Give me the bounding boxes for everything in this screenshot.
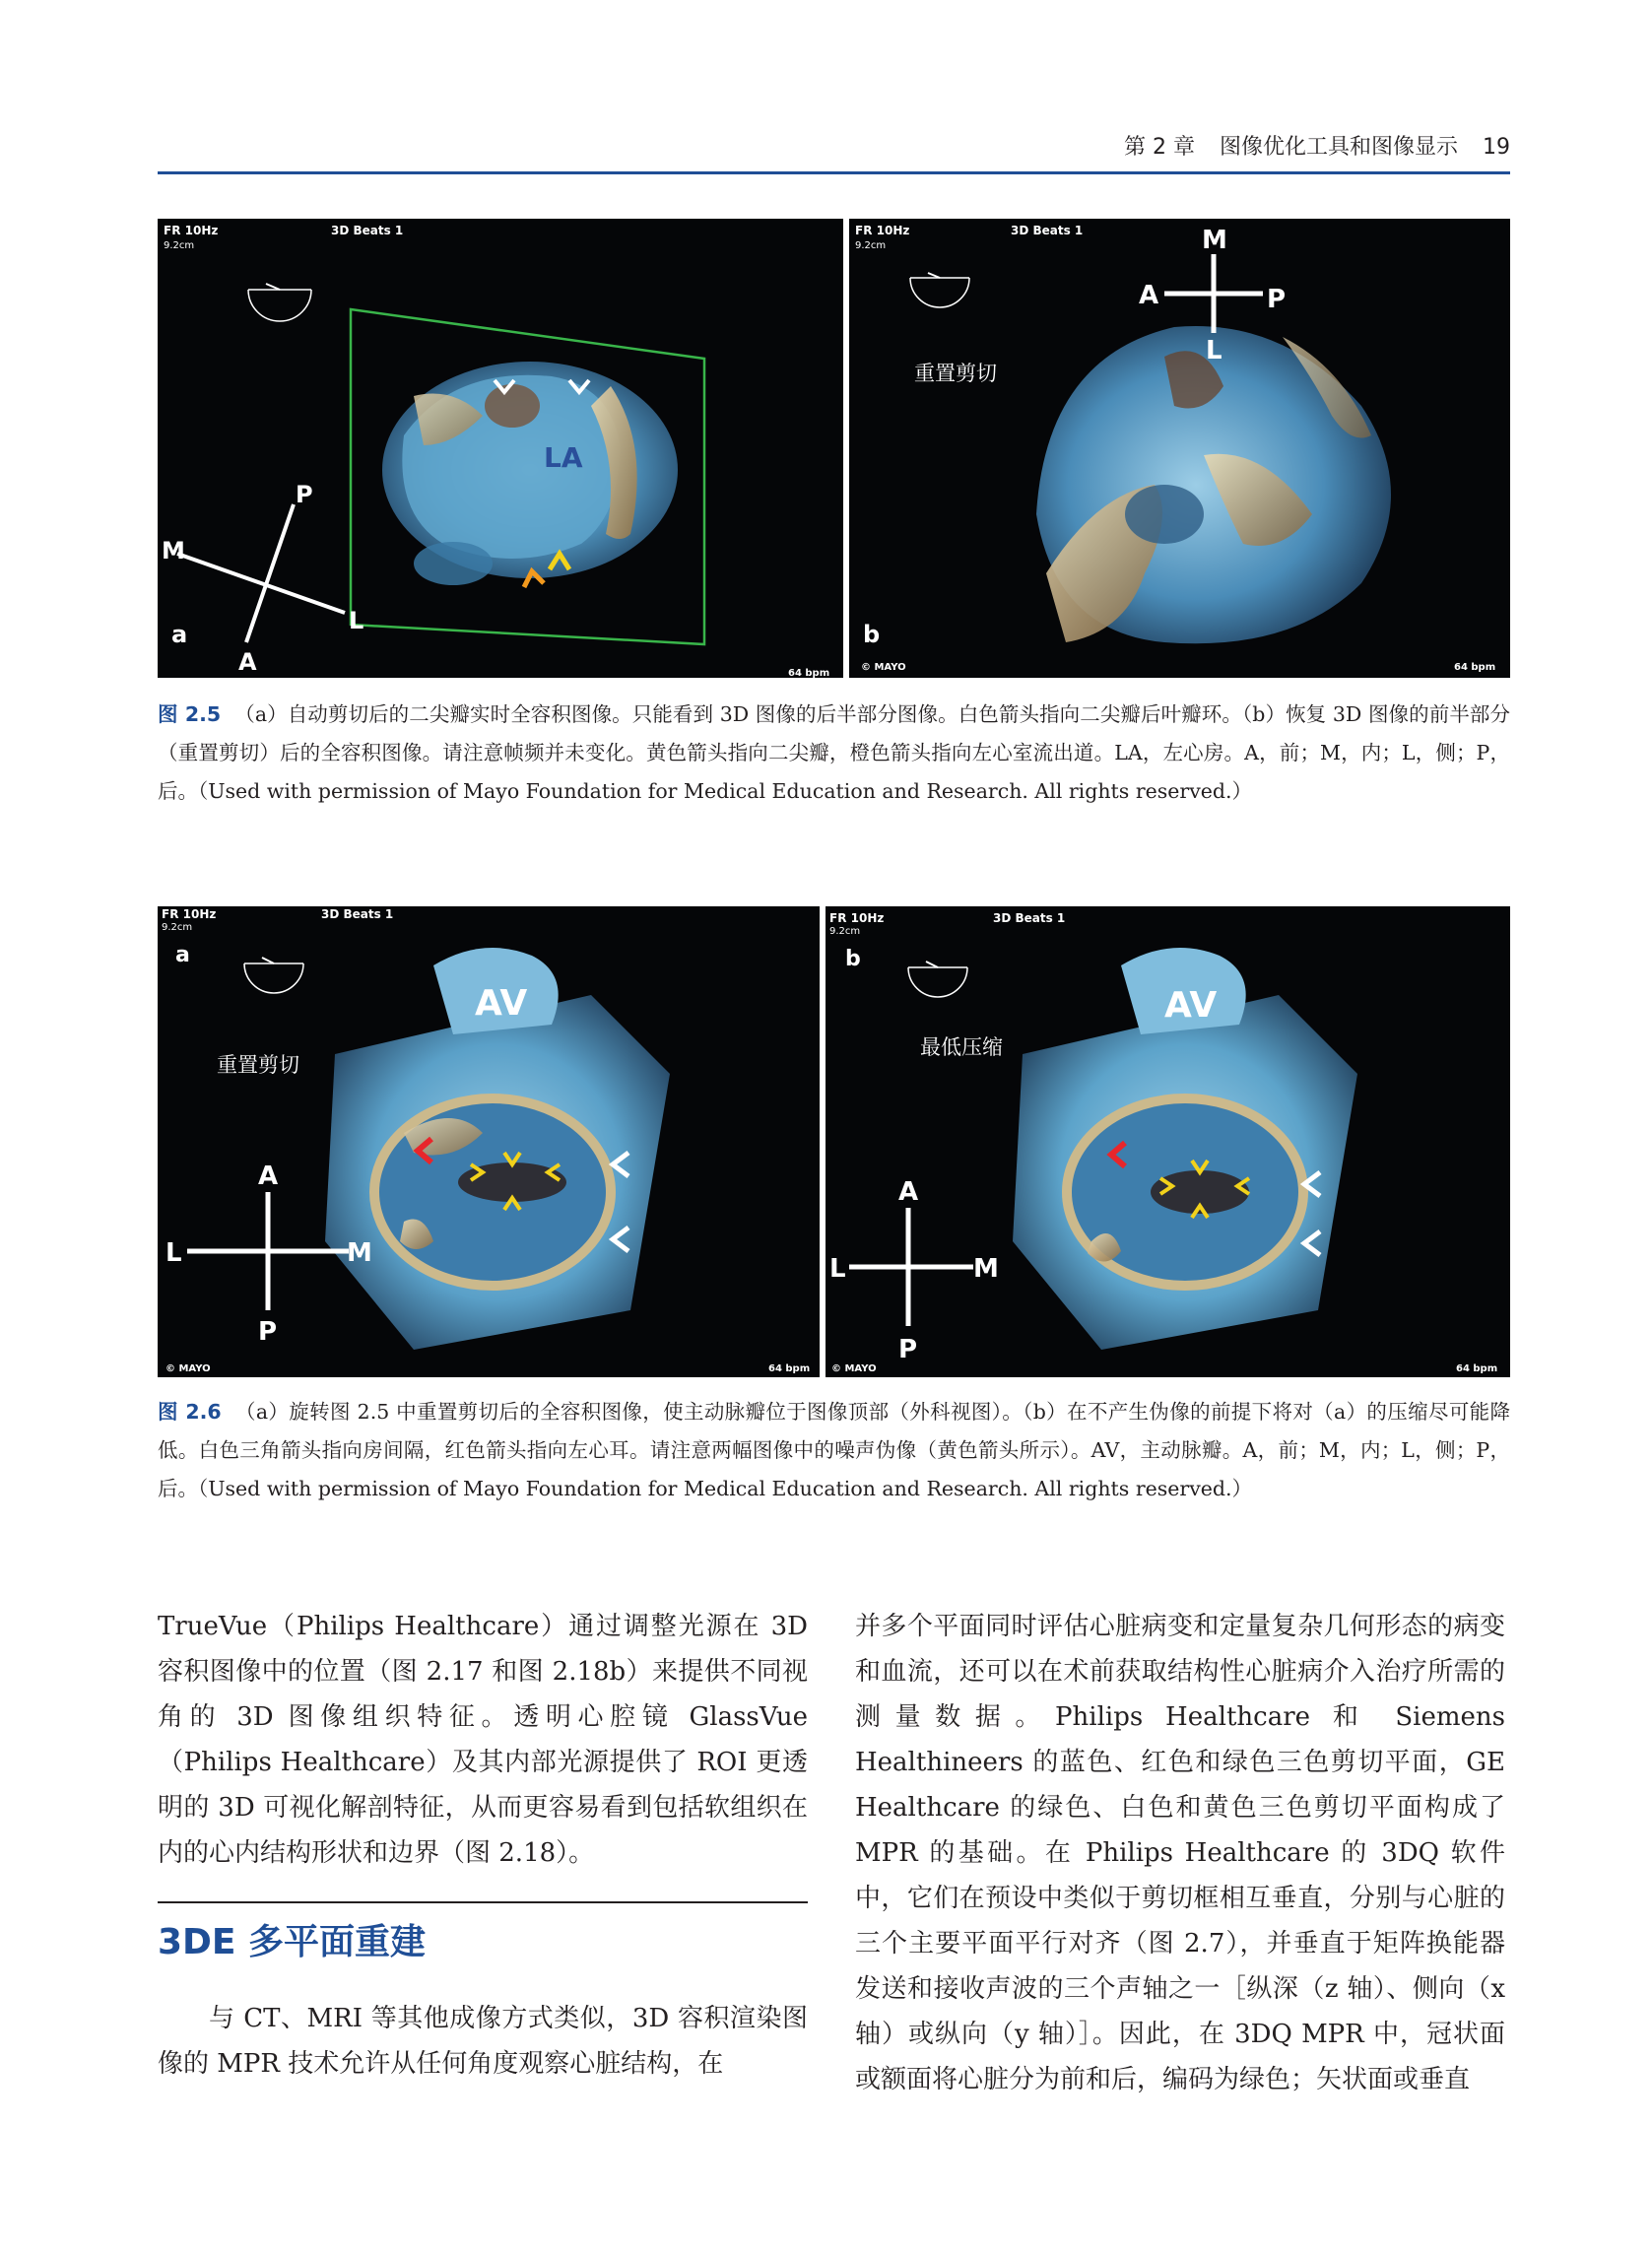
axis-right-label: P [1267, 285, 1287, 314]
axis-top-label: M [1202, 226, 1227, 255]
axis-top-label: A [258, 1162, 279, 1191]
depth-label: 9.2cm [162, 922, 193, 933]
orientation-dial-icon [248, 284, 311, 321]
orientation-dial-icon [910, 273, 969, 307]
body-left-column [158, 1604, 808, 2087]
beats-label: 3D Beats 1 [993, 911, 1066, 925]
beats-label: 3D Beats 1 [331, 224, 404, 237]
axis-top-label: A [898, 1177, 919, 1207]
frame-rate-label: FR 10Hz [164, 224, 219, 237]
heart-rate-label: 64 bpm [1456, 1363, 1498, 1374]
heart-rate-label: 64 bpm [788, 668, 830, 678]
caption-text: （a）旋转图 2.5 中重置剪切后的全容积图像，使主动脉瓣位于图像顶部（外科视图）。（b）在不产生伪像的前提下将对（a）的压缩尽可能降低。白色三角箭头指向房间隔，红色箭头指向左心耳。请注意两幅图像中的噪声伪像（黄色箭头所示）。AV，主动脉瓣。A，前；M，内；L，侧；P，后。（Used with permission of Mayo Foundation for Medical Education and Research. All rights reserved.） [158, 1400, 1511, 1500]
beats-label: 3D Beats 1 [1011, 224, 1084, 237]
section-heading: 3DE 多平面重建 [158, 1901, 808, 1972]
aortic-valve-label: AV [1164, 985, 1218, 1026]
beats-label: 3D Beats 1 [321, 907, 394, 921]
figure-number: 图 2.6 [158, 1400, 222, 1424]
left-atrium-label: LA [544, 441, 583, 474]
orientation-axes-icon [177, 504, 345, 642]
figure-2-6-panel-a [158, 906, 820, 1377]
panel-letter: b [863, 621, 881, 648]
axis-right-label: M [347, 1238, 372, 1268]
panel-letter: b [845, 947, 861, 971]
frame-rate-label: FR 10Hz [162, 907, 217, 921]
figure-2-5-panel-a [158, 219, 843, 678]
frame-rate-label: FR 10Hz [829, 911, 885, 925]
figure-2-5 [158, 219, 1510, 678]
figure-2-6-caption [158, 1393, 1510, 1508]
orientation-axes-icon [187, 1192, 349, 1310]
axis-right-label: M [973, 1254, 999, 1284]
heart-rate-label: 64 bpm [768, 1363, 811, 1374]
paragraph: 并多个平面同时评估心脏病变和定量复杂几何形态的病变和血流，还可以在术前获取结构性心脏病介入治疗所需的测量数据。Philips Healthcare 和 Siemens Healthineers 的蓝色、红色和绿色三色剪切平面，GE Healthcare 的绿色、白色和黄色三色剪切平面构成了 MPR 的基础。在 Philips Healthcare 的 3DQ 软件中，它们在预设中类似于剪切框相互垂直，分别与心脏的三个主要平面平行对齐（图 2.7），并垂直于矩阵换能器发送和接收声波的三个声轴之一［纵深（z 轴）、侧向（x 轴）或纵向（y 轴）］。因此，在 3DQ MPR 中，冠状面或额面将心脏分为前和后，编码为绿色；矢状面或垂直 [855, 1612, 1505, 2094]
body-right-column [855, 1604, 1505, 2102]
depth-label: 9.2cm [855, 240, 887, 251]
figure-2-5-caption [158, 696, 1510, 811]
orientation-axes-icon [1164, 254, 1263, 333]
figure-2-6-panel-b [826, 906, 1510, 1377]
heart-rate-label: 64 bpm [1454, 662, 1496, 673]
caption-text: （a）自动剪切后的二尖瓣实时全容积图像。只能看到 3D 图像的后半部分图像。白色箭头指向二尖瓣后叶瓣环。（b）恢复 3D 图像的前半部分（重置剪切）后的全容积图像。请注意帧频并未变化。黄色箭头指向二尖瓣，橙色箭头指向左心室流出道。LA，左心房。A，前；M，内；L，侧；P，后。（Used with permission of Mayo Foundation for Medical Education and Research. All rights reserved.） [158, 702, 1510, 803]
axis-bottom-label: L [1206, 336, 1222, 365]
chapter-number: 第 2 章 [1124, 135, 1195, 160]
page-number: 19 [1483, 135, 1510, 160]
overlay-text: 重置剪切 [914, 362, 997, 385]
aortic-valve-label: AV [475, 983, 528, 1024]
paragraph: TrueVue（Philips Healthcare）通过调整光源在 3D 容积图像中的位置（图 2.17 和图 2.18b）来提供不同视角的 3D 图像组织特征。透明心腔镜 GlassVue（Philips Healthcare）及其内部光源提供了 ROI 更透明的 3D 可视化解剖特征，从而更容易看到包括软组织在内的心内结构形状和边界（图 2.18）。 [158, 1612, 808, 1868]
overlay-text: 重置剪切 [217, 1053, 299, 1077]
figure-2-6 [158, 906, 1510, 1377]
axis-left-label: M [162, 537, 185, 564]
depth-label: 9.2cm [829, 926, 861, 937]
axis-left-label: L [829, 1254, 846, 1284]
orientation-dial-icon [908, 962, 967, 997]
axis-left-label: A [1139, 281, 1159, 310]
axis-right-label: L [349, 607, 364, 634]
mayo-watermark: © MAYO [861, 662, 906, 673]
panel-letter: a [171, 621, 188, 648]
chapter-heading [1106, 130, 1510, 161]
overlay-text: 最低压缩 [920, 1035, 1003, 1059]
mitral-valve-render [1036, 326, 1391, 643]
mitral-valve-render [382, 362, 678, 585]
chapter-title: 图像优化工具和图像显示 [1219, 135, 1458, 160]
mayo-watermark: © MAYO [831, 1363, 877, 1374]
panel-letter: a [175, 943, 190, 967]
paragraph: 与 CT、MRI 等其他成像方式类似，3D 容积渲染图像的 MPR 技术允许从任何角度观察心脏结构，在 [158, 2004, 808, 2079]
axis-bottom-label: A [238, 648, 257, 676]
orientation-dial-icon [244, 958, 303, 993]
mayo-watermark: © MAYO [165, 1363, 211, 1374]
figure-2-5-panel-b [849, 219, 1510, 678]
orientation-axes-icon [849, 1208, 973, 1326]
depth-label: 9.2cm [164, 240, 195, 251]
frame-rate-label: FR 10Hz [855, 224, 910, 237]
axis-top-label: P [296, 481, 313, 508]
axis-bottom-label: P [258, 1317, 278, 1347]
axis-bottom-label: P [898, 1335, 918, 1364]
axis-left-label: L [165, 1238, 182, 1268]
figure-number: 图 2.5 [158, 702, 222, 726]
running-header [158, 126, 1510, 174]
